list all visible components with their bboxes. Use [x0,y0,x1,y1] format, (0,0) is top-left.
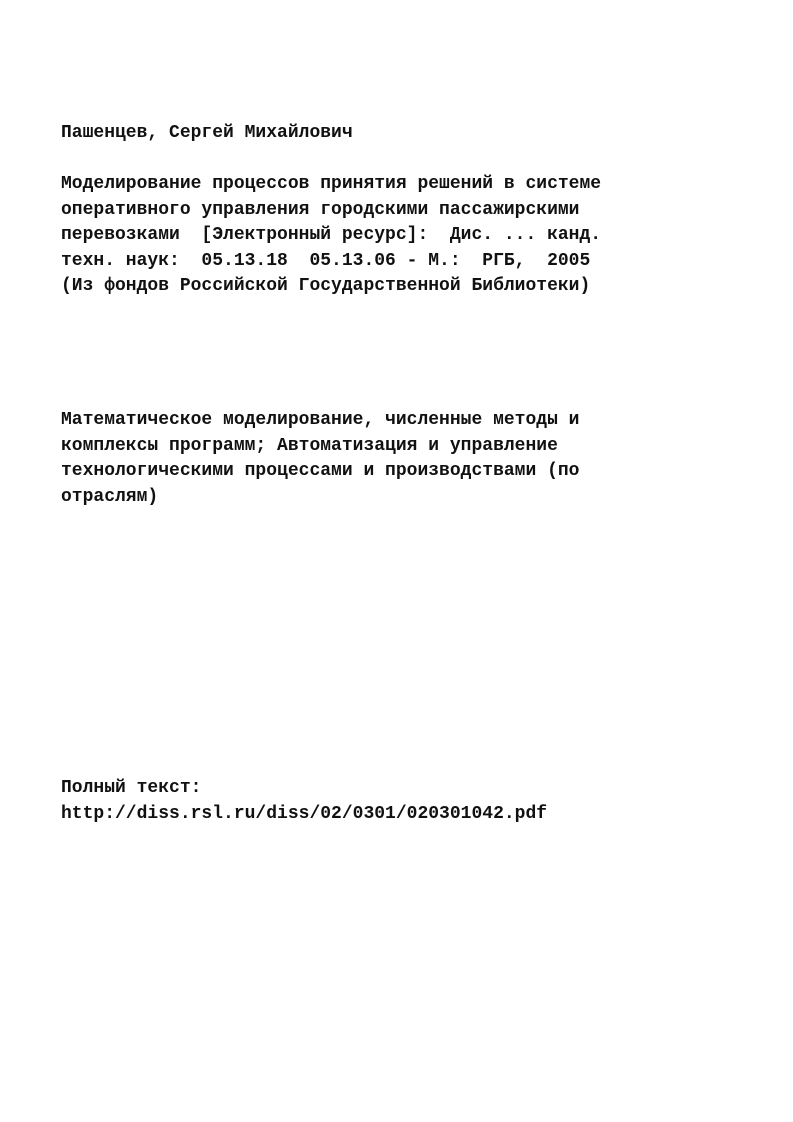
subject-line: комплексы программ; Автоматизация и управление [61,435,558,456]
author-name [61,121,353,147]
description-line: оперативного управления городскими пассажирскими [61,199,580,220]
full-text-url[interactable]: http://diss.rsl.ru/diss/02/0301/020301042.pdf [61,803,548,824]
description-line: техн. наук: 05.13.18 05.13.06 - М.: РГБ, 2005 [61,250,591,271]
description-line: Моделирование процессов принятия решений в системе [61,174,602,194]
description-line: перевозками [Электронный ресурс]: Дис. ... канд. [61,225,602,245]
full-text-section [61,776,547,827]
bibliographic-description [61,172,601,300]
subject-headings [61,408,579,510]
author-line: Пашенцев, Сергей Михайлович [61,123,353,143]
subject-line: технологическими процессами и производствами (по [61,461,580,481]
full-text-label: Полный текст: [61,778,202,798]
subject-line: отраслям) [61,486,159,507]
source-note: (Из фондов Российской Государственной Библиотеки) [61,276,591,296]
subject-line: Математическое моделирование, численные методы и [61,410,580,430]
